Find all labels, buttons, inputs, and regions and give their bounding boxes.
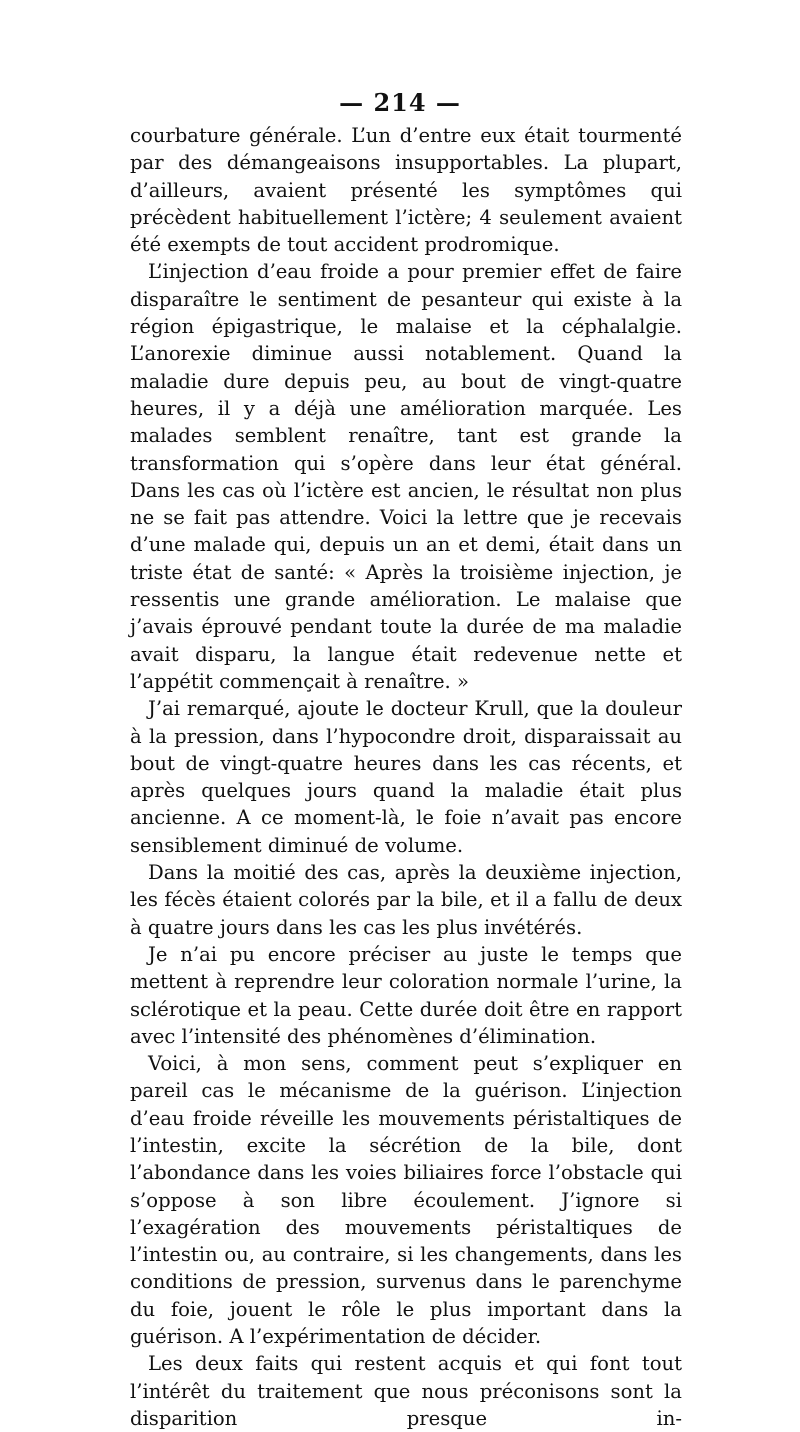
paragraph-conclusion: Les deux faits qui restent acquis et qui font tout l’intérêt du traitement que nous préconisons sont la disparition presque in-: [130, 1352, 682, 1430]
paragraph-mechanism: Voici, à mon sens, comment peut s’expliquer en pareil cas le mécanisme de la guérison. L’injection d’eau froide réveille les mouvements péristaltiques de l’intestin, excite la sécrétion de la bile, dont l’abondance dans les voies biliaires force l’obstacle qui s’oppose à son libre écoulement. J’ignore si l’exagération des mouvements péristaltiques de l’intestin ou, au contraire, si les changements, dans les conditions de pression, survenus dans le parenchyme du foie, jouent le rôle le plus important dans la guérison. A l’expérimentation de décider.: [130, 1052, 682, 1349]
paragraph-coloration: Je n’ai pu encore préciser au juste le temps que mettent à reprendre leur coloration normale l’urine, la sclérotique et la peau. Cette durée doit être en rapport avec l’intensité des phénomènes d’élimination.: [130, 942, 682, 1048]
page-number: — 214 —: [339, 88, 461, 117]
paragraph-krull-remark: J’ai remarqué, ajoute le docteur Krull, que la douleur à la pression, dans l’hypocondre droit, disparaissait au bout de vingt-quatre heures dans les cas récents, et après quelques jours quand la maladie était plus ancienne. A ce moment-là, le foie n’avait pas encore sensiblement diminué de volume.: [130, 697, 682, 857]
body-text: [130, 122, 682, 1432]
paragraph-injection-effects: L’injection d’eau froide a pour premier effet de faire disparaître le sentiment de pesanteur qui existe à la région épigastrique, le malaise et la céphalalgie. L’anorexie diminue aussi notablement. Quand la maladie dure depuis peu, au bout de vingt-quatre heures, il y a déjà une amélioration marquée. Les malades semblent renaître, tant est grande la transformation qui s’opère dans leur état général. Dans les cas où l’ictère est ancien, le résultat non plus ne se fait pas attendre. Voici la lettre que je recevais d’une malade qui, depuis un an et demi, était dans un triste état de santé: « Après la troisième injection, je ressentis une grande amélioration. Le malaise que j’avais éprouvé pendant toute la durée de ma maladie avait disparu, la langue était redevenue nette et l’appétit commençait à renaître. »: [130, 260, 682, 693]
paragraph-continuation: courbature générale. L’un d’entre eux était tourmenté par des démangeaisons insupportables. La plupart, d’ailleurs, avaient présenté les symptômes qui précèdent habituellement l’ictère; 4 seulement avaient été exempts de tout accident prodromique.: [130, 124, 682, 257]
paragraph-feces-bile: Dans la moitié des cas, après la deuxième injection, les fécès étaient colorés par la bile, et il a fallu de deux à quatre jours dans les cas les plus invétérés.: [130, 861, 682, 939]
